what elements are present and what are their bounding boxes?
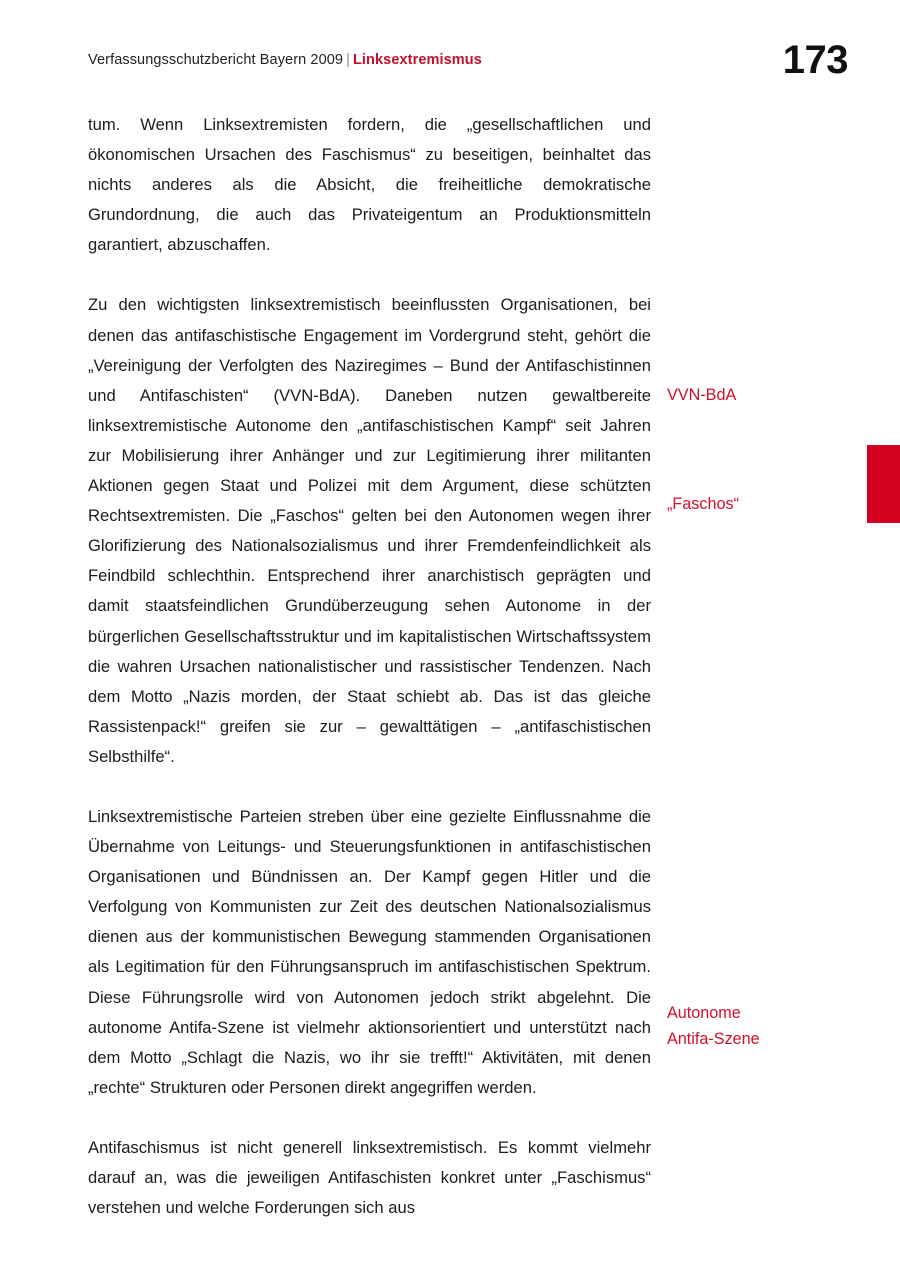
margin-note-line-2: Antifa-Szene	[667, 1030, 760, 1048]
margin-note-line-1: Autonome	[667, 1004, 741, 1022]
page-header	[88, 52, 482, 68]
header-report-title: Verfassungsschutzbericht Bayern 2009	[88, 52, 344, 68]
paragraph-2: Zu den wichtigsten linksextremistisch beeinflussten Organisationen, bei denen das antifaschistische Engagement im Vordergrund steht, gehört die „Vereinigung der Verfolgten des Naziregimes – Bund der Antifaschistinnen und Antifaschisten“ (VVN-BdA). Daneben nutzen gewaltbereite linksextremistische Autonome den „antifaschistischen Kampf“ seit Jahren zur Mobilisierung ihrer Anhänger und zur Legitimierung ihrer militanten Aktionen gegen Staat und Polizei mit dem Argument, diese schützten Rechtsextremisten. Die „Faschos“ gelten bei den Autonomen wegen ihrer Glorifizierung des Nationalsozialismus und ihrer Fremdenfeindlichkeit als Feindbild schlechthin. Entsprechend ihrer anarchistisch geprägten und damit staatsfeindlichen Grundüberzeugung sehen Autonome in der bürgerlichen Gesellschaftsstruktur und im kapitalistischen Wirtschaftssystem die wahren Ursachen nationalistischer und rassistischer Tendenzen. Nach dem Motto „Nazis morden, der Staat schiebt ab. Das ist das gleiche Rassistenpack!“ greifen sie zur – gewalttätigen – „antifaschistischen Selbsthilfe“.	[88, 295, 651, 766]
page-number: 173	[782, 38, 848, 82]
margin-note-autonome-antifa-szene	[667, 1000, 867, 1052]
paragraph-3: Linksextremistische Parteien streben über eine gezielte Einflussnahme die Übernahme von Leitungs- und Steuerungsfunktionen in antifaschistischen Organisationen und Bündnissen an. Der Kampf gegen Hitler und die Verfolgung von Kommunisten zur Zeit des deutschen Nationalsozialismus dienen aus der kommunistischen Bewegung stammenden Organisationen als Legitimation für den Führungsanspruch im antifaschistischen Spektrum. Diese Führungsrolle wird von Autonomen jedoch strikt abgelehnt. Die autonome Antifa-Szene ist vielmehr aktionsorientiert und unterstützt nach dem Motto „Schlagt die Nazis, wo ihr sie trefft!“ Aktivitäten, mit denen „rechte“ Strukturen oder Personen direkt angegriffen werden.	[88, 806, 651, 1097]
header-section-title: Linksextremismus	[352, 52, 482, 68]
margin-note-vvn-bda: VVN-BdA	[667, 386, 737, 404]
margin-note-faschos: „Faschos“	[667, 495, 739, 513]
paragraph-1: tum. Wenn Linksextremisten fordern, die „gesellschaftlichen und ökonomischen Ursachen des Faschismus“ zu beseitigen, beinhaltet das nichts anderes als die Absicht, die freiheitliche demokratische Grundordnung, die auch das Privateigentum an Produktionsmitteln garantiert, abzuschaffen.	[88, 115, 651, 255]
chapter-edge-tab	[867, 445, 900, 523]
header-separator: |	[346, 52, 350, 68]
paragraph-4: Antifaschismus ist nicht generell linksextremistisch. Es kommt vielmehr darauf an, was die jeweiligen Antifaschisten konkret unter „Faschismus“ verstehen und welche Forderungen sich aus	[88, 1137, 651, 1218]
body-column	[88, 110, 651, 1223]
